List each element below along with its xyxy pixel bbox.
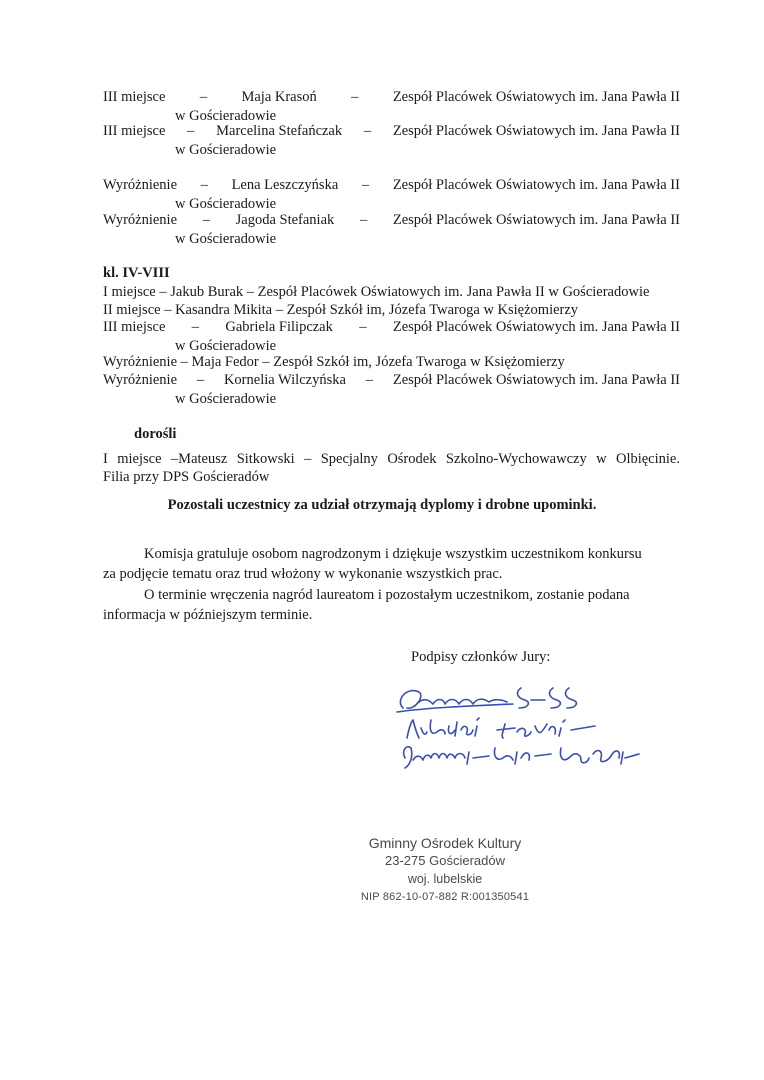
award-school: Zespół Placówek Oświatowych im. Jana Pawła II	[392, 177, 680, 193]
award-school: Zespół Placówek Oświatowych im. Jana Pawła II	[392, 89, 680, 105]
award-entry: III miejsce – Maja Krasoń – Zespół Placówek Oświatowych im. Jana Pawła II w Gościeradowie	[103, 89, 680, 124]
award-entry: Wyróżnienie – Lena Leszczyńska – Zespół Placówek Oświatowych im. Jana Pawła II w Gościeradowie	[103, 177, 680, 212]
award-entry: III miejsce – Gabriela Filipczak – Zespół Placówek Oświatowych im. Jana Pawła II w Gościeradowie	[103, 319, 680, 354]
award-school-cont: w Gościeradowie	[175, 142, 277, 158]
award-name: Jagoda Stefaniak	[235, 212, 335, 228]
award-name: Maja Krasoń	[241, 89, 317, 105]
award-school-cont: w Gościeradowie	[175, 391, 277, 407]
word: w	[596, 451, 607, 467]
award-school: Zespół Placówek Oświatowych im. Jana Pawła II	[392, 212, 680, 228]
word: –	[304, 451, 312, 467]
award-school-cont: w Gościeradowie	[175, 338, 277, 354]
award-school-cont: w Gościeradowie	[175, 231, 277, 247]
word: –Mateusz	[170, 451, 228, 467]
award-line: Wyróżnienie – Maja Fedor – Zespół Szkół im, Józefa Twaroga w Księżomierzy	[103, 354, 565, 370]
stamp-line: NIP 862-10-07-882 R:001350541	[360, 891, 530, 903]
award-school-cont: w Gościeradowie	[175, 196, 277, 212]
word: Sitkowski	[236, 451, 295, 467]
word: Szkolno-Wychowawczy	[445, 451, 587, 467]
award-rank: Wyróżnienie	[103, 177, 178, 193]
adult-award-line	[103, 450, 680, 469]
word: Specjalny	[320, 451, 378, 467]
stamp-line: Gminny Ośrodek Kultury	[368, 835, 522, 851]
word: I	[103, 451, 108, 467]
adult-award-cont: Filia przy DPS Gościeradów	[103, 469, 270, 485]
award-rank: Wyróżnienie	[103, 372, 178, 388]
paragraph-line: Komisja gratuluje osobom nagrodzonym i dziękuje wszystkim uczestnikom konkursu	[144, 546, 642, 562]
award-rank: III miejsce	[103, 89, 166, 105]
award-rank: III miejsce	[103, 319, 166, 335]
word: Olbięcinie.	[615, 451, 680, 467]
award-school: Zespół Placówek Oświatowych im. Jana Pawła II	[392, 372, 680, 388]
stamp-line: woj. lubelskie	[407, 872, 483, 886]
word: Ośrodek	[387, 451, 437, 467]
award-school: Zespół Placówek Oświatowych im. Jana Pawła II	[392, 123, 680, 139]
handwritten-signatures	[385, 678, 685, 778]
stamp-line: 23-275 Gościeradów	[385, 853, 505, 868]
award-name: Marcelina Stefańczak	[216, 123, 343, 139]
award-rank: III miejsce	[103, 123, 166, 139]
paragraph-line: za podjęcie tematu oraz trud włożony w wykonanie wszystkich prac.	[103, 566, 503, 582]
award-entry: Wyróżnienie – Kornelia Wilczyńska – Zespół Placówek Oświatowych im. Jana Pawła II w Gościeradowie	[103, 372, 680, 407]
signatures-label: Podpisy członków Jury:	[411, 649, 551, 665]
paragraph-line: informacja w późniejszym terminie.	[103, 607, 313, 623]
paragraph-line: O terminie wręczenia nagród laureatom i pozostałym uczestnikom, zostanie podana	[144, 587, 630, 603]
award-rank: Wyróżnienie	[103, 212, 178, 228]
section-heading-adults: dorośli	[134, 426, 177, 442]
award-entry: III miejsce – Marcelina Stefańczak – Zespół Placówek Oświatowych im. Jana Pawła II w Gościeradowie	[103, 123, 680, 158]
word: miejsce	[117, 451, 162, 467]
award-school-cont: w Gościeradowie	[175, 108, 277, 124]
participants-note: Pozostali uczestnicy za udział otrzymają dyplomy i drobne upominki.	[167, 497, 597, 513]
award-name: Lena Leszczyńska	[231, 177, 339, 193]
institution-stamp	[330, 834, 560, 906]
award-name: Gabriela Filipczak	[225, 319, 333, 335]
award-entry: Wyróżnienie – Jagoda Stefaniak – Zespół Placówek Oświatowych im. Jana Pawła II w Gościeradowie	[103, 212, 680, 247]
award-line: I miejsce – Jakub Burak – Zespół Placówek Oświatowych im. Jana Pawła II w Gościeradowie	[103, 284, 650, 300]
award-name: Kornelia Wilczyńska	[223, 372, 346, 388]
award-line: II miejsce – Kasandra Mikita – Zespół Szkół im, Józefa Twaroga w Księżomierzy	[103, 302, 579, 318]
section-heading: kl. IV-VIII	[103, 265, 170, 281]
award-school: Zespół Placówek Oświatowych im. Jana Pawła II	[392, 319, 680, 335]
